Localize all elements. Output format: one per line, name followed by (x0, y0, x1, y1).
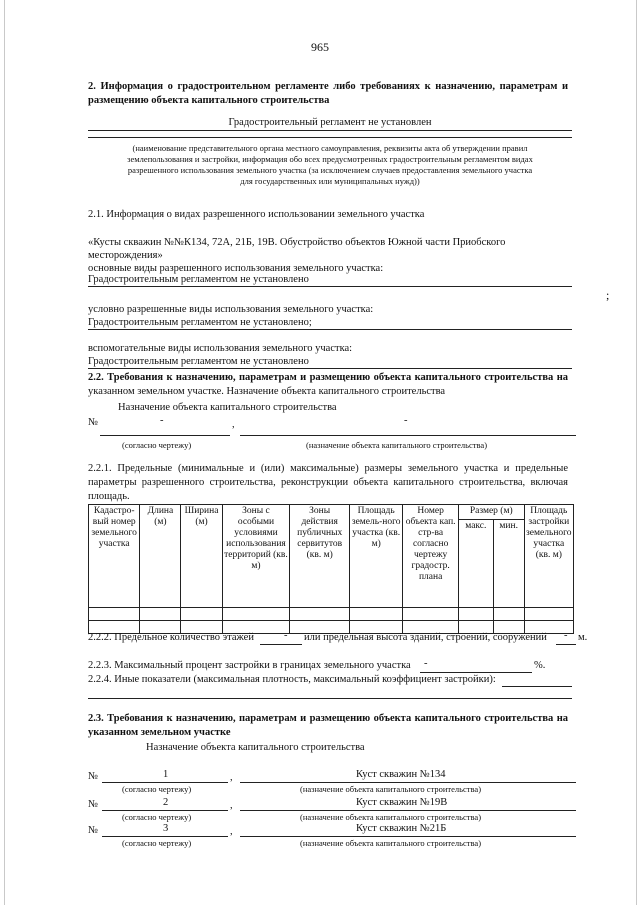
section-2-1-title: 2.1. Информация о видах разрешенного использовании земельного участка (88, 209, 425, 220)
entry-3-number: 3 (163, 823, 169, 834)
percent-sign: %. (534, 660, 546, 671)
comma: , (232, 419, 235, 430)
section-2-title-line2: размещению объекта капитального строительства (88, 95, 330, 106)
empty-purpose: - (404, 415, 408, 426)
regulation-note-2: землепользования и застройки, информация обо всех предусмотренных градостроительным регламентом видах (127, 154, 533, 164)
regulation-note-1: (наименование представительного органа местного самоуправления, реквизиты акта об утверждении правил (132, 143, 528, 153)
entry-1-comma: , (230, 772, 233, 783)
entry-3-caption-purpose: (назначение объекта капитального строительства) (300, 838, 482, 848)
entry-3-num-sign: № (88, 825, 99, 836)
regulation-note-3: разрешенного использования земельного участка (за исключением случаев предоставления земельного участка (127, 165, 533, 175)
empty-number: - (160, 415, 164, 426)
auxiliary-uses-label: вспомогательные виды использования земельного участка: (88, 343, 353, 354)
section-2-2-title-line1: 2.2. Требования к назначению, параметрам и размещению объекта капитального строительства на (88, 372, 568, 383)
header-object-number: Номер объекта кап. стр-ва согласно чертежу градостр. плана (403, 505, 458, 608)
section-2-2-2-height-label: или предельная высота зданий, строений, сооружений (304, 632, 547, 643)
section-2-2-1-line3: площадь. (88, 491, 130, 502)
section-2-2-1-line2: параметры разрешенного строительства, реконструкции объекта капитального строительства, включая (88, 477, 568, 488)
entry-2-num-sign: № (88, 799, 99, 810)
page-number: 965 (311, 40, 329, 54)
entry-2-name: Куст скважин №19В (356, 797, 448, 808)
entry-3-name: Куст скважин №21Б (356, 823, 447, 834)
header-min: мин. (493, 520, 524, 608)
entry-1-caption-drawing: (согласно чертежу) (122, 784, 192, 794)
section-2-2-title-line2: указанном земельном участке. Назначение объекта капитального строительства (88, 386, 446, 397)
header-width: Ширина (м) (181, 505, 222, 608)
floors-value: - (284, 630, 288, 641)
entry-1-number: 1 (163, 769, 169, 780)
conditional-uses-label: условно разрешенные виды использования земельного участка: (88, 304, 374, 315)
section-2-3-title-line1: 2.3. Требования к назначению, параметрам и размещению объекта капитального строительства на (88, 713, 568, 724)
auxiliary-uses-value: Градостроительным регламентом не установлено (88, 356, 309, 367)
entry-2-comma: , (230, 800, 233, 811)
table-row (89, 608, 574, 621)
entry-1-name: Куст скважин №134 (356, 769, 446, 780)
caption-purpose: (назначение объекта капитального строительства) (306, 440, 488, 450)
header-special-zones: Зоны с особыми условиями использования территорий (кв. м) (222, 505, 290, 608)
regulation-note-4: для государственных или муниципальных нужд)) (240, 176, 420, 186)
regulation-status: Градостроительный регламент не установлен (228, 117, 432, 128)
header-plot-area: Площадь земель-ного участка (кв. м) (349, 505, 402, 608)
header-length: Длина (м) (140, 505, 181, 608)
scan-edge-left (4, 0, 5, 905)
entry-3-caption-drawing: (согласно чертежу) (122, 838, 192, 848)
section-2-3-title-line2: указанном земельном участке (88, 727, 231, 738)
entry-3-comma: , (230, 826, 233, 837)
entry-2-caption-drawing: (согласно чертежу) (122, 812, 192, 822)
section-2-title-line1: 2. Информация о градостроительном регламенте либо требованиях к назначению, параметрам и (88, 81, 568, 92)
section-2-2-1-line1: 2.2.1. Предельные (минимальные и (или) максимальные) размеры земельного участка и предельные (88, 463, 568, 474)
object-description-line2: месторождения» (88, 250, 163, 261)
section-2-2-3-label: 2.2.3. Максимальный процент застройки в границах земельного участка (88, 660, 411, 671)
header-cadastral: Кадастро-вый номер земельного участка (89, 505, 140, 608)
object-description-line1: «Кусты скважин №№К134, 72А, 21Б, 19В. Обустройство объектов Южной части Приобского (88, 237, 506, 248)
parameters-table (88, 504, 574, 634)
scan-edge-right (636, 0, 637, 905)
header-max: макс. (458, 520, 493, 608)
header-building-area: Площадь застройки земельного участка (кв. м) (524, 505, 573, 608)
entry-2-caption-purpose: (назначение объекта капитального строительства) (300, 812, 482, 822)
entry-1-num-sign: № (88, 771, 99, 782)
caption-drawing: (согласно чертежу) (122, 440, 192, 450)
height-unit: м. (578, 632, 588, 643)
section-2-2-4-label: 2.2.4. Иные показатели (максимальная плотность, максимальный коэффициент застройки): (88, 674, 496, 685)
header-servitude-zones: Зоны действия публичных сервитутов (кв. м) (290, 505, 350, 608)
margin-mark: ; (606, 288, 610, 302)
section-2-2-2-label: 2.2.2. Предельное количество этажей (88, 632, 254, 643)
entry-1-caption-purpose: (назначение объекта капитального строительства) (300, 784, 482, 794)
purpose-label: Назначение объекта капитального строительства (118, 402, 337, 413)
number-sign: № (88, 417, 99, 428)
main-uses-value: Градостроительным регламентом не установлено (88, 274, 309, 285)
max-percent-value: - (424, 658, 428, 669)
conditional-uses-value: Градостроительным регламентом не установлено; (88, 317, 312, 328)
section-2-3-purpose-label: Назначение объекта капитального строительства (146, 742, 365, 753)
header-size: Размер (м) (458, 505, 524, 520)
entry-2-number: 2 (163, 797, 169, 808)
height-value: - (564, 630, 568, 641)
main-uses-label: основные виды разрешенного использования земельного участка: (88, 263, 384, 274)
